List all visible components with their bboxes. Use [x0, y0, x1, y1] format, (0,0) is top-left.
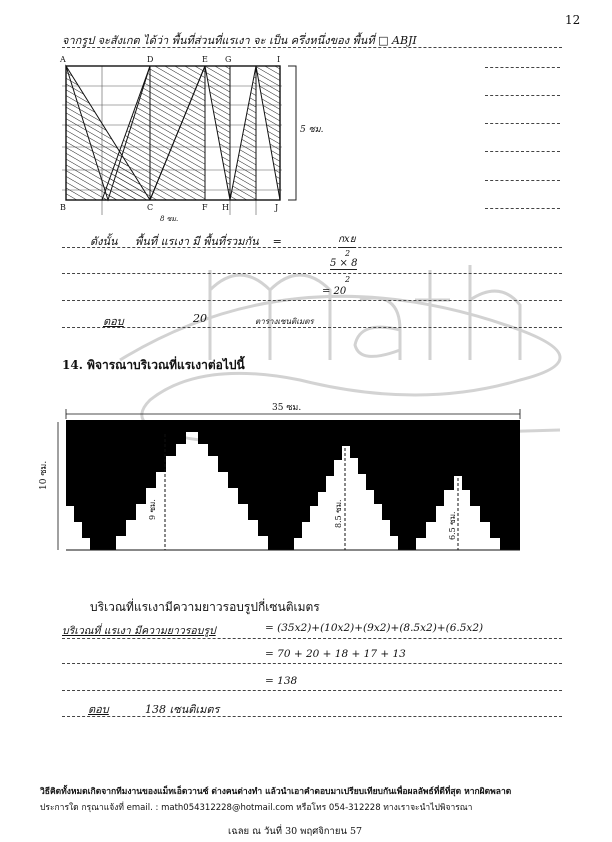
footer-date: เฉลย ณ วันที่ 30 พฤศจิกายน 57	[228, 826, 363, 837]
label-c: C	[147, 203, 154, 212]
work-line-2: = 70 + 20 + 18 + 17 + 13	[265, 648, 406, 660]
footer-note-2: ประการใด กรุณาแจ้งที่ email. : math054312228@hotmail.com หรือโทร 054-312228 ทางเราจะนำไปพิจารณา	[40, 803, 473, 813]
label-j: J	[275, 203, 279, 212]
question-14-title: 14. พิจารณาบริเวณที่แรเงาต่อไปนี้	[62, 358, 245, 372]
therefore-line: ดังนั้น พื้นที่ แรเงา มี พื้นที่รวมกัน =	[90, 235, 282, 248]
footer-note-1: วิธีคิดทั้งหมดเกิดจากทีมงานของแม็ทเอ็ดวานซ์ ต่างคนต่างทำ แล้วนำเอาคำตอบมาเปรียบเทียบกันเพื่อผลลัพธ์ที่ดีที่สุด หากผิดพลาด	[40, 787, 512, 797]
label-d: D	[147, 55, 154, 64]
label-f: F	[202, 203, 208, 212]
work-line-1: = (35x2)+(10x2)+(9x2)+(8.5x2)+(6.5x2)	[265, 622, 484, 634]
answer-14-label: ตอบ	[88, 703, 109, 716]
peak-3-height: 6.5 ซม.	[448, 511, 457, 540]
label-a: A	[60, 55, 66, 64]
formula-denominator: 2	[345, 249, 351, 258]
label-e: E	[202, 55, 208, 64]
peak-2-height: 8.5 ซม.	[334, 499, 343, 528]
calc-result: = 20	[322, 286, 347, 297]
label-h: H	[222, 203, 229, 212]
work-label: บริเวณที่ แรเงา มีความยาวรอบรูป	[62, 625, 216, 637]
work-line-3: = 138	[265, 675, 298, 687]
width-dimension: 35 ซม.	[272, 403, 302, 413]
peak-1-height: 9 ซม.	[148, 499, 157, 520]
answer-label: ตอบ	[103, 315, 124, 328]
top-dimension: 8 ซม.	[160, 215, 179, 223]
height-dimension: 10 ซม.	[39, 460, 49, 490]
side-dimension: 5 ซม.	[300, 125, 324, 135]
answer-value: 20	[193, 312, 207, 325]
label-g: G	[225, 55, 232, 64]
calc-denominator: 2	[345, 275, 351, 284]
question-14-text: บริเวณที่แรเงามีความยาวรอบรูปกี่เซนติเมตร	[90, 600, 320, 614]
label-i: I	[277, 55, 281, 64]
answer-unit: ตารางเซนติเมตร	[255, 317, 314, 326]
explanation-line: จากรูป จะสังเกต ได้ว่า พื้นที่ส่วนที่แรเงา จะ เป็น ครึ่งหนึ่งของ พื้นที่ □ ABJI	[62, 34, 417, 47]
rectangle-name: ABJI	[392, 34, 417, 47]
calc-numerator: 5 × 8	[330, 258, 358, 269]
answer-14-text: 138 เซนติเมตร	[145, 703, 220, 716]
rectangle-symbol: □	[378, 34, 389, 47]
formula-numerator: กxย	[338, 232, 356, 248]
page-number: 12	[565, 13, 581, 27]
label-b: B	[60, 203, 66, 212]
